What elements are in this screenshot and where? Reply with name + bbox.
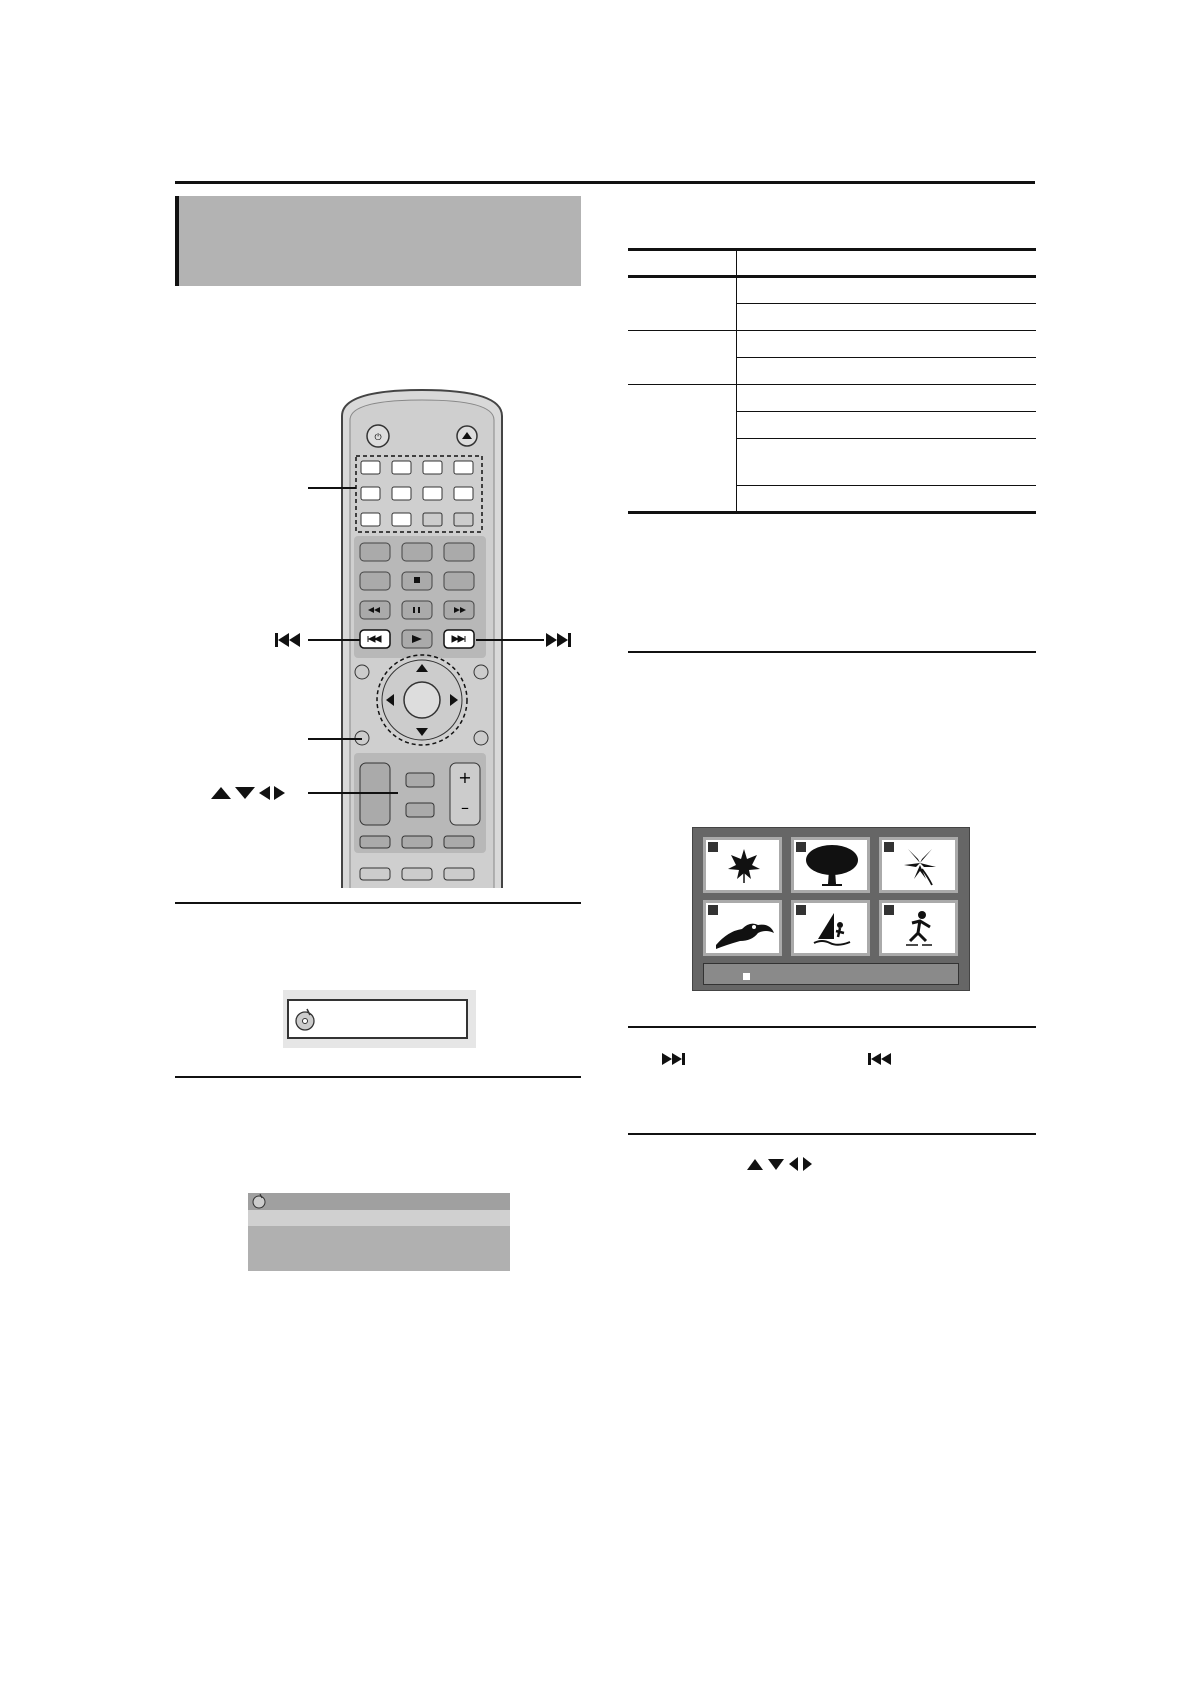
thumbnail-status-bar bbox=[703, 963, 959, 985]
thumbnail-screen bbox=[692, 827, 970, 991]
callout-line-menu bbox=[308, 738, 362, 740]
next-icon bbox=[546, 633, 571, 647]
enter-button[interactable] bbox=[404, 682, 440, 718]
step-rule-4 bbox=[628, 1026, 1036, 1028]
step-rule-3 bbox=[628, 651, 1036, 653]
thumbnail-3[interactable] bbox=[879, 837, 958, 893]
svg-text:–: – bbox=[461, 798, 469, 817]
callout-line-skip-back bbox=[308, 639, 360, 641]
osd-menu-titlebar bbox=[248, 1193, 510, 1210]
svg-text:⏻: ⏻ bbox=[374, 433, 382, 443]
svg-text:+: + bbox=[458, 768, 472, 787]
thumbnail-4[interactable] bbox=[703, 900, 782, 956]
next-icon bbox=[662, 1053, 685, 1065]
osd-menu-panel bbox=[248, 1193, 510, 1271]
section-title-box bbox=[175, 196, 581, 286]
thumbnail-6[interactable] bbox=[879, 900, 958, 956]
cursor-arrows-icon bbox=[211, 786, 285, 800]
step-rule-5 bbox=[628, 1133, 1036, 1135]
thumbnail-5[interactable] bbox=[791, 900, 870, 956]
skip-back-button[interactable] bbox=[360, 630, 390, 648]
callout-line-number-keys bbox=[308, 487, 356, 489]
disc-icon bbox=[251, 1193, 267, 1209]
skater-icon bbox=[898, 907, 942, 951]
skip-forward-button[interactable] bbox=[444, 630, 474, 648]
stop-icon bbox=[743, 973, 750, 980]
lily-icon bbox=[898, 843, 942, 887]
step-rule-2 bbox=[175, 1076, 581, 1078]
osd-menu-highlight-row[interactable] bbox=[248, 1210, 510, 1226]
power-icon[interactable] bbox=[367, 425, 389, 447]
toucan-icon bbox=[712, 911, 776, 951]
header-rule bbox=[175, 181, 1035, 184]
osd-disc-display bbox=[283, 990, 476, 1048]
callout-line-skip-forward bbox=[476, 639, 544, 641]
windsurfer-icon bbox=[810, 907, 854, 951]
prev-icon bbox=[868, 1053, 891, 1065]
step-rule-1 bbox=[175, 902, 581, 904]
tree-icon bbox=[802, 842, 862, 886]
info-table bbox=[628, 248, 1036, 516]
thumbnail-2[interactable] bbox=[791, 837, 870, 893]
maple-leaf-icon bbox=[724, 845, 764, 885]
eject-icon[interactable] bbox=[457, 426, 477, 446]
cursor-arrows-icon bbox=[747, 1157, 812, 1171]
disc-icon bbox=[293, 1007, 317, 1031]
callout-line-cursor bbox=[308, 792, 398, 794]
remote-control-illustration bbox=[338, 388, 506, 888]
thumbnail-1[interactable] bbox=[703, 837, 782, 893]
prev-icon bbox=[275, 633, 300, 647]
